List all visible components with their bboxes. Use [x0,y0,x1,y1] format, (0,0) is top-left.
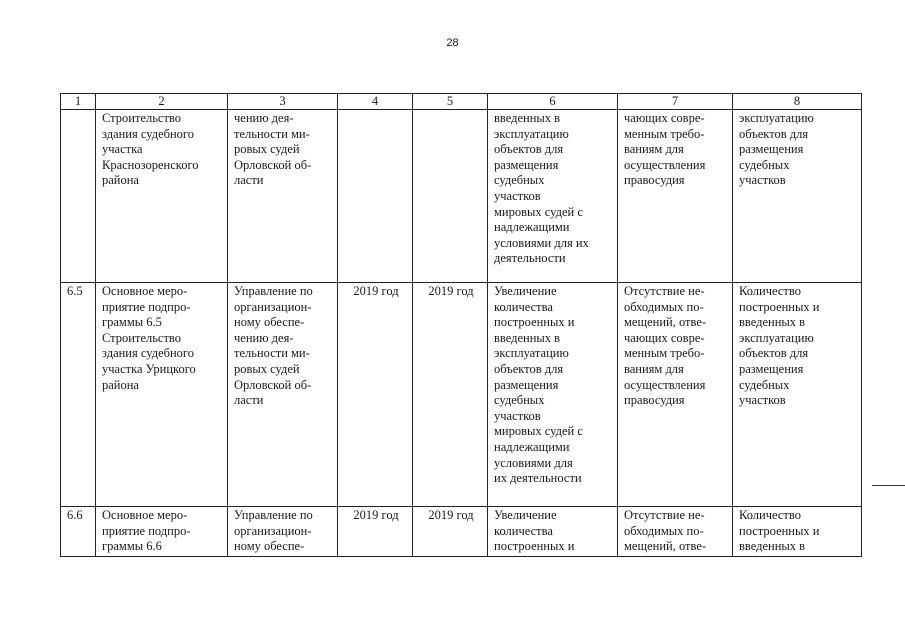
cell-line: Орловской об- [234,157,312,172]
cell-line: тельности ми- [234,126,310,141]
cell-line: участков [739,393,786,408]
cell-line: участков [739,173,786,188]
column-header: 2 [96,94,228,110]
cell-line: ласти [234,393,264,408]
cell-line: объектов для [494,142,564,157]
cell-line: ваниям для [624,361,684,376]
cell-line: правосудия [624,393,685,408]
cell-line: количества [494,523,553,538]
cell-line: введенных в [494,330,561,345]
executor-cell [228,507,338,557]
margin-line [872,485,905,486]
cell-line: введенных в [494,111,561,125]
column-header: 4 [338,94,413,110]
cell-line: количества [494,299,553,314]
column-header: 7 [618,94,733,110]
cell-line: граммы 6.5 [102,315,162,330]
cell-line: надлежащими [494,220,570,235]
cell-line: размещения [494,157,559,172]
column-header: 1 [61,94,96,110]
cell-line: участков [494,408,541,423]
cell-line: эксплуатацию [739,111,814,125]
table-header-row [61,94,862,110]
cell-line: организацион- [234,523,312,538]
event-name-cell [96,110,228,283]
cell-line: Строительство [102,330,182,345]
cell-line: Орловской об- [234,377,312,392]
table-row [61,507,862,557]
cell-line: условиями для их [494,235,589,250]
cell-line: построенных и [494,539,575,554]
cell-line: Увеличение [494,284,557,298]
column-header: 5 [413,94,488,110]
cell-line: чению дея- [234,111,294,125]
cell-line: участков [494,188,541,203]
cell-line: чающих совре- [624,111,705,125]
cell-line: объектов для [739,346,809,361]
cell-line: деятельности [494,251,566,266]
start-year-cell: 2019 год [338,283,413,507]
cell-line: ному обеспе- [234,315,305,330]
cell-line: участка [102,142,143,157]
end-year-cell [413,110,488,283]
cell-line: Управление по [234,508,313,522]
cell-line: ваниям для [624,142,684,157]
cell-line: ровых судей [234,361,300,376]
end-year-cell: 2019 год [413,283,488,507]
page-number: 28 [446,37,459,49]
cell-line: ласти [234,173,264,188]
cell-line: размещения [739,142,804,157]
table-row [61,283,862,507]
cell-line: построенных и [739,299,820,314]
cell-line: объектов для [494,361,564,376]
cell-line: мировых судей с [494,424,583,439]
consequences-cell [618,110,733,283]
cell-line: эксплуатацию [494,346,569,361]
cell-line: Увеличение [494,508,557,522]
event-name-cell [96,283,228,507]
cell-line: введенных в [739,315,806,330]
indicator-cell [733,110,862,283]
cell-line: осуществления [624,157,706,172]
cell-line: Количество [739,284,801,298]
row-number-cell [61,110,96,283]
cell-line: приятие подпро- [102,523,191,538]
cell-line: здания судебного [102,126,194,141]
cell-line: правосудия [624,173,685,188]
cell-line: надлежащими [494,439,570,454]
indicator-cell [733,507,862,557]
expected-result-cell [488,507,618,557]
cell-line: осуществления [624,377,706,392]
end-year-cell: 2019 год [413,507,488,557]
cell-line: здания судебного [102,346,194,361]
cell-line: района [102,173,139,188]
cell-line: менным требо- [624,126,705,141]
expected-result-cell [488,283,618,507]
consequences-cell [618,283,733,507]
expected-result-cell [488,110,618,283]
cell-line: построенных и [739,523,820,538]
cell-line: мещений, отве- [624,539,707,554]
cell-line: приятие подпро- [102,299,191,314]
cell-line: эксплуатацию [739,330,814,345]
cell-line: Количество [739,508,801,522]
cell-line: обходимых по- [624,523,704,538]
cell-line: Отсутствие не- [624,284,705,298]
row-number-cell: 6.5 [61,283,96,507]
cell-line: тельности ми- [234,346,310,361]
program-table [60,93,862,557]
cell-line: построенных и [494,315,575,330]
column-header: 3 [228,94,338,110]
start-year-cell [338,110,413,283]
cell-line: эксплуатацию [494,126,569,141]
cell-line: Управление по [234,284,313,298]
cell-line: судебных [494,393,545,408]
cell-line: судебных [739,157,790,172]
cell-line: ровых судей [234,142,300,157]
cell-line: Краснозоренского [102,157,199,172]
column-header: 6 [488,94,618,110]
start-year-cell: 2019 год [338,507,413,557]
cell-line: Основное меро- [102,508,188,522]
column-header: 8 [733,94,862,110]
cell-line: Строительство [102,111,182,125]
cell-line: размещения [494,377,559,392]
cell-line: ному обеспе- [234,539,305,554]
cell-line: обходимых по- [624,299,704,314]
row-number-cell: 6.6 [61,507,96,557]
cell-line: чающих совре- [624,330,705,345]
cell-line: объектов для [739,126,809,141]
cell-line: судебных [494,173,545,188]
cell-line: размещения [739,361,804,376]
cell-line: менным требо- [624,346,705,361]
cell-line: судебных [739,377,790,392]
cell-line: их деятельности [494,471,582,486]
cell-line: мещений, отве- [624,315,707,330]
cell-line: граммы 6.6 [102,539,162,554]
cell-line: участка Урицкого [102,361,196,376]
consequences-cell [618,507,733,557]
cell-line: Отсутствие не- [624,508,705,522]
cell-line: организацион- [234,299,312,314]
executor-cell [228,283,338,507]
cell-line: района [102,377,139,392]
cell-line: чению дея- [234,330,294,345]
indicator-cell [733,283,862,507]
cell-line: мировых судей с [494,204,583,219]
executor-cell [228,110,338,283]
cell-line: Основное меро- [102,284,188,298]
event-name-cell [96,507,228,557]
cell-line: введенных в [739,539,806,554]
table-row [61,110,862,283]
cell-line: условиями для [494,455,573,470]
